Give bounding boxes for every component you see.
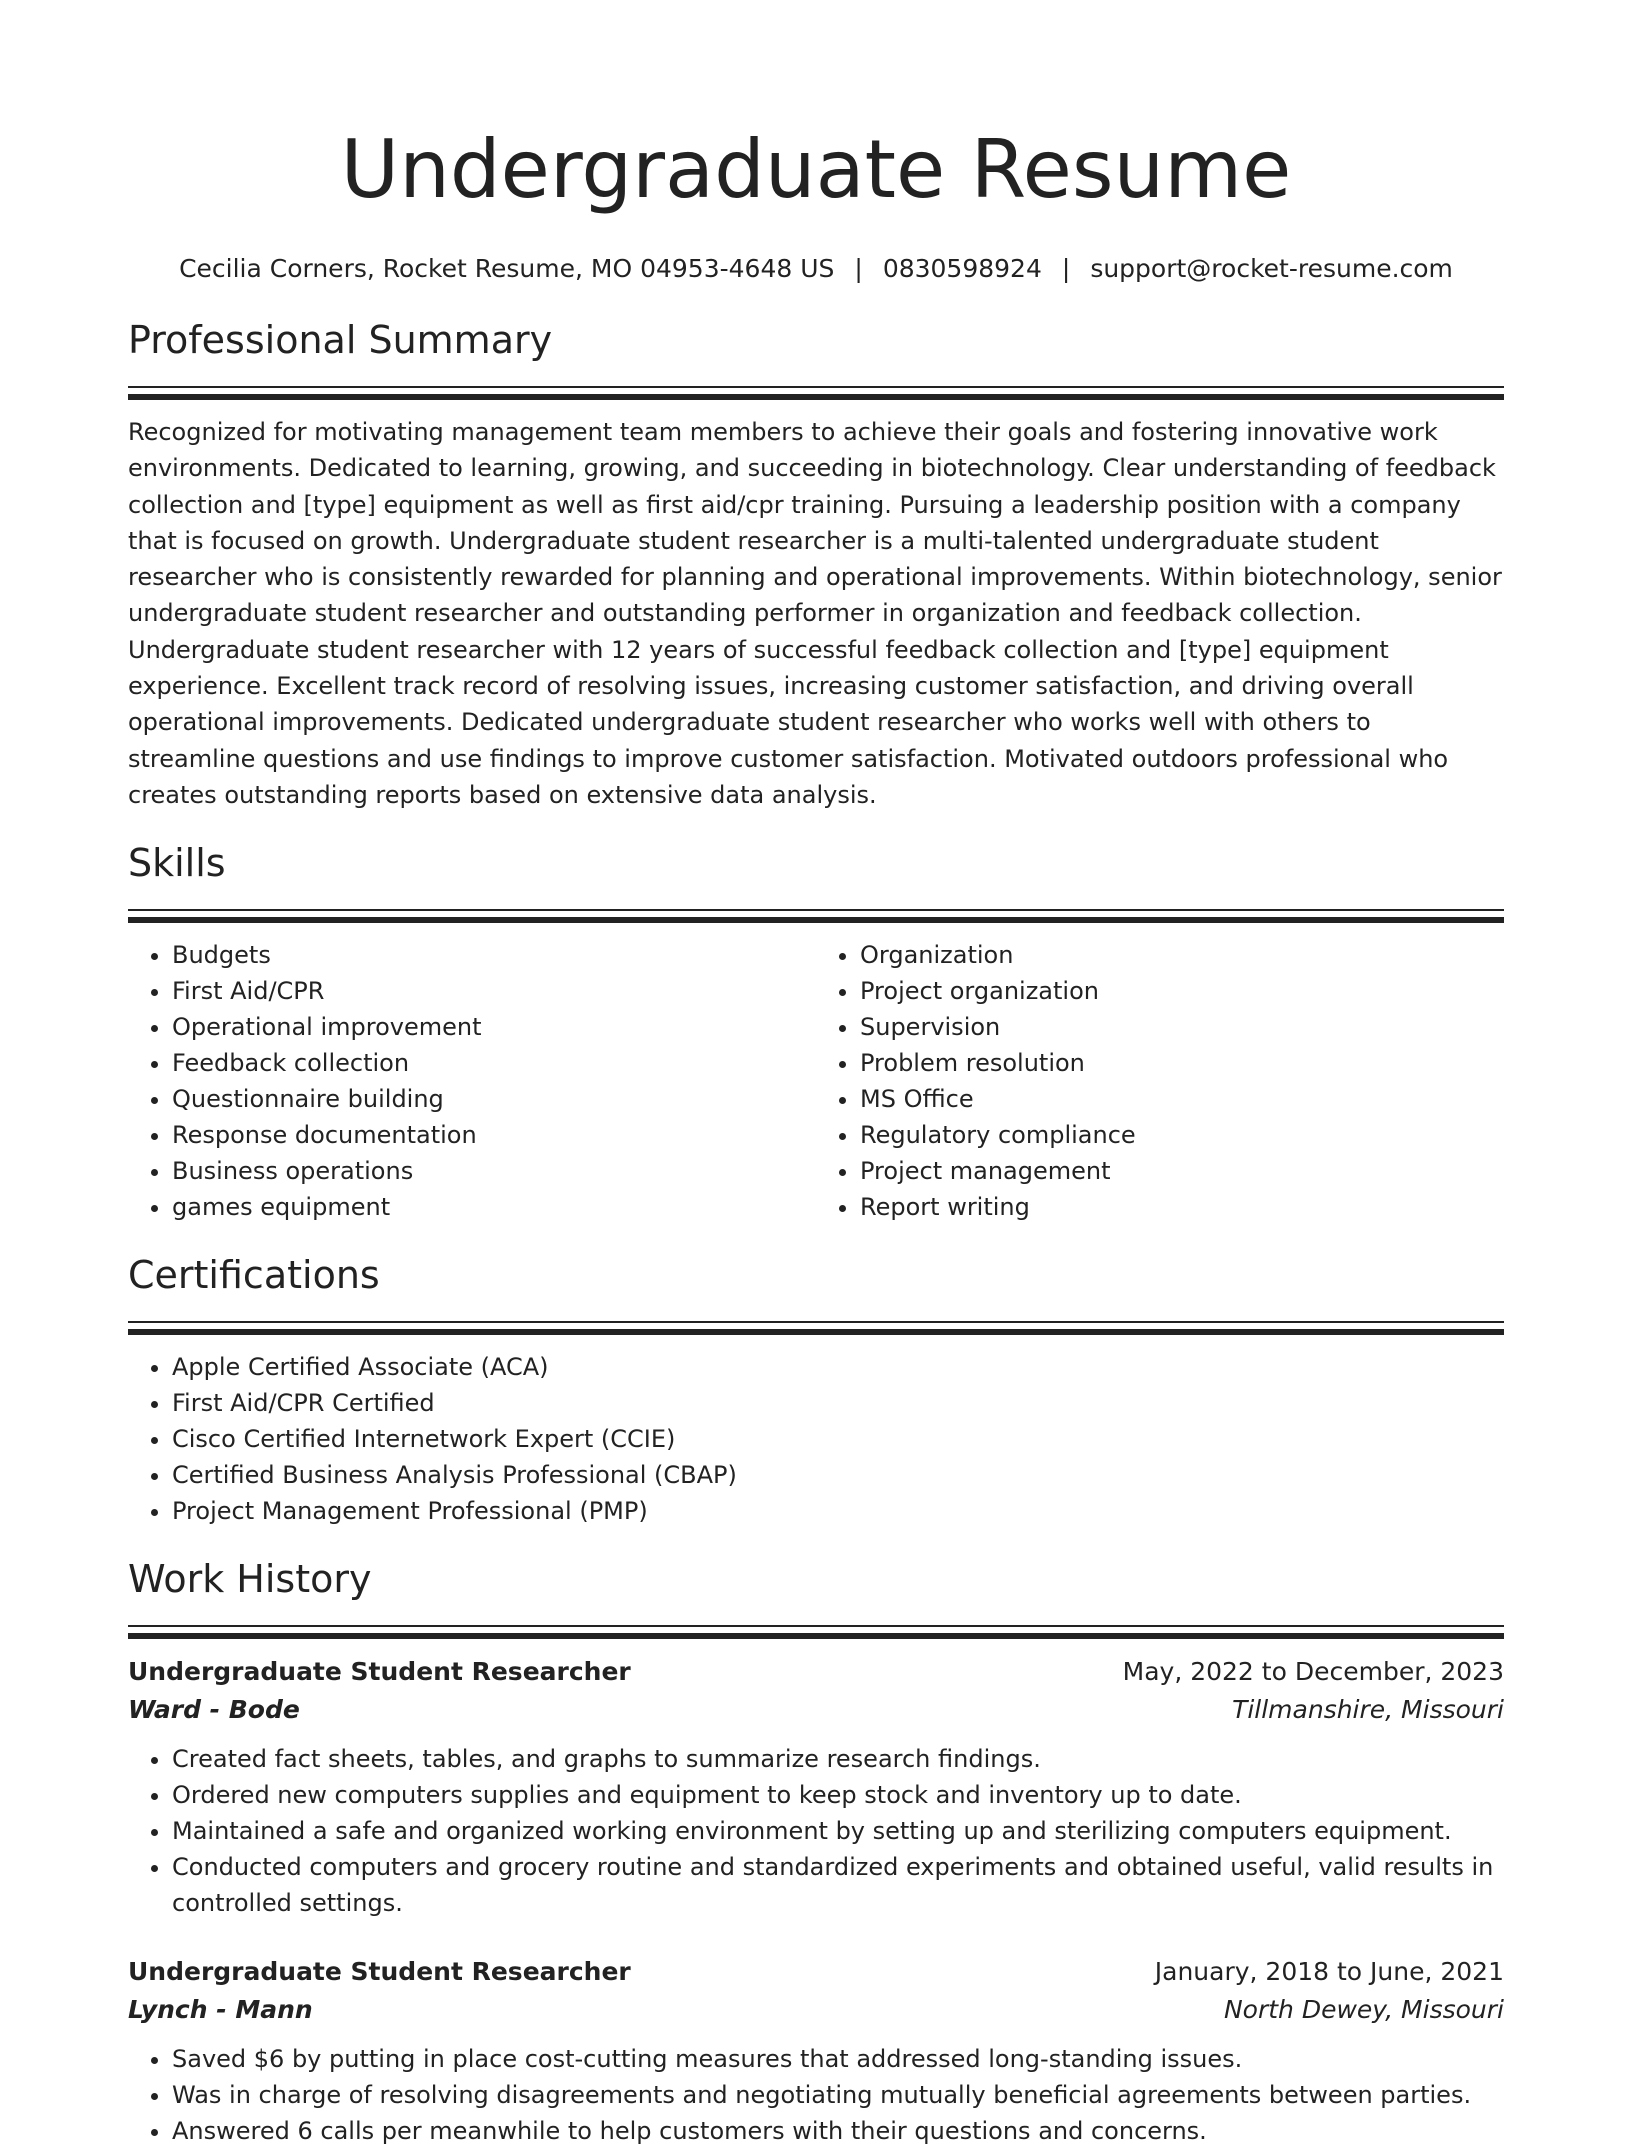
skill-item: • Report writing (860, 1189, 1504, 1225)
contact-address: Cecilia Corners, Rocket Resume, MO 04953-4648 US (179, 254, 835, 283)
job-subheader (128, 1991, 1504, 2029)
skill-item: • Feedback collection (172, 1045, 816, 1081)
section-divider (128, 909, 1504, 923)
certification-item: • Cisco Certified Internetwork Expert (CCIE) (172, 1421, 1504, 1457)
certifications-section (128, 1251, 1504, 1529)
skill-item: • First Aid/CPR (172, 973, 816, 1009)
job-bullet: • Was in charge of resolving disagreements and negotiating mutually beneficial agreements between parties. (172, 2077, 1504, 2113)
skill-item: • Supervision (860, 1009, 1504, 1045)
skill-item: • Operational improvement (172, 1009, 816, 1045)
skill-item: • Budgets (172, 937, 816, 973)
job-dates: January, 2018 to June, 2021 (1154, 1957, 1504, 1987)
skills-list-left (128, 937, 816, 1225)
skill-item: • Project organization (860, 973, 1504, 1009)
section-divider (128, 386, 1504, 400)
job-company: Lynch - Mann (128, 1995, 313, 2025)
job-header (128, 1953, 1504, 1991)
job-entry (128, 1653, 1504, 1921)
certification-item: • Apple Certified Associate (ACA) (172, 1349, 1504, 1385)
skill-item: • Project management (860, 1153, 1504, 1189)
skill-item: • Questionnaire building (172, 1081, 816, 1117)
section-heading: Work History (128, 1557, 372, 1602)
certification-item: • Certified Business Analysis Professional (CBAP) (172, 1457, 1504, 1493)
skill-item: • MS Office (860, 1081, 1504, 1117)
summary-section (128, 316, 1504, 813)
job-bullet: • Answered 6 calls per meanwhile to help customers with their questions and concerns. (172, 2113, 1504, 2149)
certification-item: • Project Management Professional (PMP) (172, 1493, 1504, 1529)
job-title: Undergraduate Student Researcher (128, 1657, 631, 1687)
skills-list-right (816, 937, 1504, 1225)
resume-title: Undergraduate Resume (340, 123, 1292, 216)
job-location: North Dewey, Missouri (1223, 1995, 1504, 2025)
contact-email: support@rocket-resume.com (1090, 254, 1453, 283)
section-divider (128, 1625, 1504, 1639)
job-bullet: • Maintained a safe and organized working environment by setting up and sterilizing computers equipment. (172, 1813, 1504, 1849)
job-title: Undergraduate Student Researcher (128, 1957, 631, 1987)
job-bullet: • Conducted computers and grocery routine and standardized experiments and obtained useful, valid results in controlled settings. (172, 1849, 1504, 1921)
job-bullets (128, 1741, 1504, 1921)
section-heading: Professional Summary (128, 318, 553, 362)
section-heading: Skills (128, 841, 226, 886)
skill-item: • Problem resolution (860, 1045, 1504, 1081)
skill-item: • Business operations (172, 1153, 816, 1189)
skill-item: • Response documentation (172, 1117, 816, 1153)
contact-separator: | (854, 254, 863, 283)
certifications-list (128, 1349, 1504, 1529)
skill-item: • Organization (860, 937, 1504, 973)
skill-item: • Regulatory compliance (860, 1117, 1504, 1153)
contact-separator: | (1061, 254, 1071, 283)
section-divider (128, 1321, 1504, 1335)
contact-line (128, 252, 1504, 286)
skills-columns (128, 937, 1504, 1225)
contact-phone: 0830598924 (882, 254, 1042, 283)
summary-text: Recognized for motivating management team members to achieve their goals and fostering innovative work environments. Dedicated to learning, growing, and succeeding in biotechnology. Clear understanding of feedback collection and [type] equipment as well as first aid/cpr training. Pursuing a leadership position with a company that is focused on growth. Undergraduate student researcher is a multi-talented undergraduate student researcher who is consistently rewarded for planning and operational improvements. Within biotechnology, senior undergraduate student researcher and outstanding performer in organization and feedback collection. Undergraduate student researcher with 12 years of successful feedback collection and [type] equipment experience. Excellent track record of resolving issues, increasing customer satisfaction, and driving overall operational improvements. Dedicated undergraduate student researcher who works well with others to streamline questions and use findings to improve customer satisfaction. Motivated outdoors professional who creates outstanding reports based on extensive data analysis. (128, 418, 1502, 809)
job-bullet: • Saved $6 by putting in place cost-cutting measures that addressed long-standing issues. (172, 2041, 1504, 2077)
job-bullets (128, 2041, 1504, 2149)
job-dates: May, 2022 to December, 2023 (1122, 1657, 1504, 1687)
skill-item: • games equipment (172, 1189, 816, 1225)
job-location: Tillmanshire, Missouri (1232, 1695, 1504, 1725)
job-bullet: • Created fact sheets, tables, and graphs to summarize research findings. (172, 1741, 1504, 1777)
certification-item: • First Aid/CPR Certified (172, 1385, 1504, 1421)
skills-section (128, 839, 1504, 1225)
job-subheader (128, 1691, 1504, 1729)
job-header (128, 1653, 1504, 1691)
job-company: Ward - Bode (128, 1695, 300, 1725)
work-history-section (128, 1555, 1504, 2149)
section-heading: Certifications (128, 1253, 380, 1298)
job-entry (128, 1953, 1504, 2149)
job-bullet: • Ordered new computers supplies and equipment to keep stock and inventory up to date. (172, 1777, 1504, 1813)
